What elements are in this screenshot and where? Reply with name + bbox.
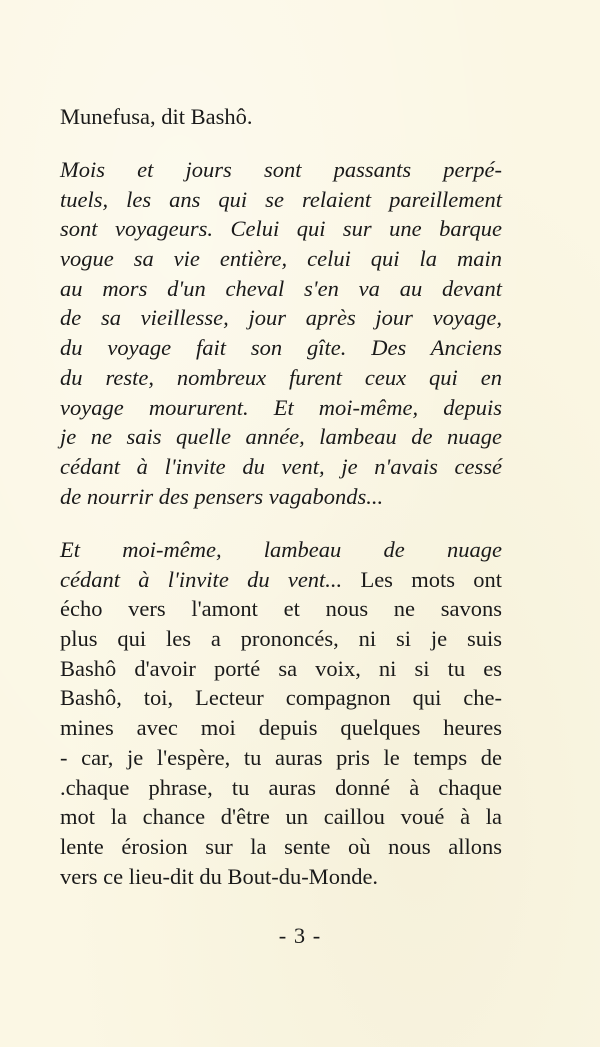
- quote-line: au mors d'un cheval s'en va au devant: [60, 275, 502, 301]
- opening-line: Munefusa, dit Bashô.: [60, 104, 253, 129]
- commentary-line: mines avec moi depuis quelques heures: [60, 715, 502, 741]
- commentary-line: vers ce lieu-dit du Bout-du-Monde.: [60, 863, 379, 889]
- quote-line: voyage moururent. Et moi-même, depuis: [60, 394, 502, 420]
- quote-line: du reste, nombreux furent ceux qui en: [60, 364, 502, 390]
- quote-line: cédant à l'invite du vent, je n'avais cessé: [60, 453, 502, 479]
- quote-line: vogue sa vie entière, celui qui la main: [60, 246, 502, 272]
- quote-line: de sa vieillesse, jour après jour voyage,: [60, 305, 502, 331]
- commentary-line: - car, je l'espère, tu auras pris le temps de: [60, 744, 502, 770]
- page-number: - 3 -: [278, 923, 322, 948]
- opening-line-block: [60, 102, 502, 132]
- commentary-line: écho vers l'amont et nous ne savons: [60, 596, 502, 622]
- quote-line: du voyage fait son gîte. Des Anciens: [60, 335, 502, 361]
- quote-line: sont voyageurs. Celui qui sur une barque: [60, 216, 502, 242]
- commentary-line: Et moi-même, lambeau de nuage: [60, 537, 502, 562]
- commentary-line: [60, 565, 502, 595]
- commentary-line: plus qui les a prononcés, ni si je suis: [60, 626, 502, 652]
- quote-line: Mois et jours sont passants perpé-: [60, 157, 502, 182]
- quote-line: de nourrir des pensers vagabonds...: [60, 483, 384, 509]
- commentary-line: .chaque phrase, tu auras donné à chaque: [60, 774, 502, 800]
- commentary-line: mot la chance d'être un caillou voué à la: [60, 804, 502, 830]
- commentary-line: Bashô, toi, Lecteur compagnon qui che-: [60, 685, 502, 711]
- quote-paragraph: [60, 155, 502, 511]
- quote-line: tuels, les ans qui se relaient pareillement: [60, 186, 502, 212]
- quote-line: je ne sais quelle année, lambeau de nuage: [60, 424, 502, 450]
- commentary-line: lente érosion sur la sente où nous allons: [60, 833, 502, 859]
- commentary-italic-fragment: cédant à l'invite du vent...: [60, 566, 343, 592]
- commentary-paragraph: [60, 535, 502, 891]
- commentary-line: Bashô d'avoir porté sa voix, ni si tu es: [60, 655, 502, 681]
- commentary-roman-fragment: Les mots ont: [342, 566, 502, 592]
